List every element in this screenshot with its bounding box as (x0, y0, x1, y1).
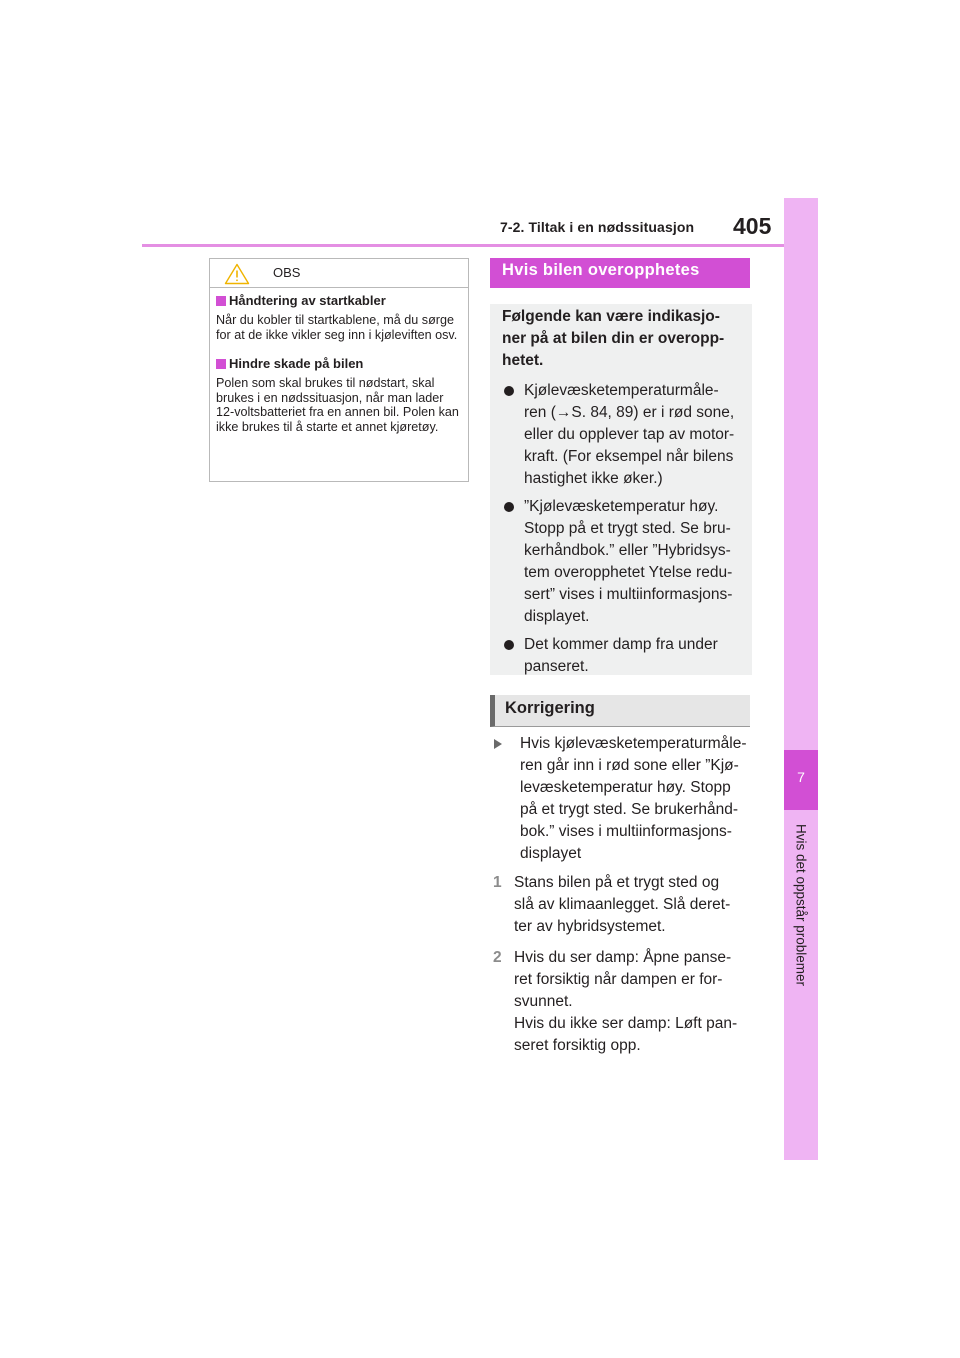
bullet-dot-icon (504, 386, 514, 396)
square-bullet-icon (216, 359, 226, 369)
header-divider (142, 244, 784, 247)
warning-triangle-icon (224, 263, 250, 285)
step-text: Hvis du ser damp: Åpne panse- ret forsiktig når dampen er for- svunnet. Hvis du ikke ser damp: Løft pan- seret forsiktig opp. (514, 949, 738, 1054)
obs-heading-prevent-damage: Hindre skade på bilen (216, 356, 462, 371)
list-item: Kjølevæsketemperaturmåle- ren (→S. 84, 89) er i rød sone, eller du opplever tap av motor- kraft. (For eksempel når bilens hastighet ikke øker.) (502, 380, 740, 490)
step-text: Stans bilen på et trygt sted og slå av klimaanlegget. Slå deret- ter av hybridsystemet. (514, 874, 731, 935)
triangle-bullet-icon (494, 739, 511, 749)
obs-caution-box (209, 258, 469, 482)
obs-body (210, 288, 468, 435)
correction-condition: Hvis kjølevæsketemperaturmåle- ren går inn i rød sone eller ”Kjø- levæsketemperatur høy. Stopp på et trygt sted. Se brukerhånd- bok.” vises i multiinformasjons- displayet (492, 733, 752, 865)
obs-text-jumper-cables: Når du kobler til startkablene, må du sørge for at de ikke vikler seg inn i kjøleviften osv. (216, 313, 458, 342)
overheat-heading: Hvis bilen overopphetes (502, 261, 700, 279)
chapter-side-tab (784, 198, 818, 1160)
correction-heading: Korrigering (505, 699, 595, 717)
step-number: 2 (493, 949, 502, 966)
step-number: 1 (493, 874, 502, 891)
obs-label: OBS (273, 265, 301, 280)
section-title: 7-2. Tiltak i en nødssituasjon (500, 219, 695, 235)
correction-content (492, 733, 752, 1057)
indications-intro: Følgende kan være indikasjo- ner på at bilen din er overopp- hetet. (502, 308, 725, 369)
overheat-heading-band (490, 258, 750, 288)
obs-text-prevent-damage: Polen som skal brukes til nødstart, skal brukes i en nødssituasjon, når man lader 12-voltsbatteriet fra en annen bil. Polen kan ikke brukes til å starte et annet kjøretøy. (216, 376, 459, 434)
list-item: ”Kjølevæsketemperatur høy. Stopp på et trygt sted. Se bru- kerhåndbok.” eller ”Hybridsys- tem overopphetet Ytelse redu- sert” vises i multiinformasjons- displayet. (502, 496, 740, 628)
list-item: Det kommer damp fra under panseret. (502, 634, 740, 678)
page-number: 405 (733, 213, 772, 239)
bullet-dot-icon (504, 640, 514, 650)
overheat-indications-box (490, 304, 752, 675)
obs-header (210, 259, 468, 288)
chapter-title: Hvis det oppstår problemer (793, 823, 809, 987)
square-bullet-icon (216, 296, 226, 306)
correction-heading-band (490, 695, 750, 727)
bullet-dot-icon (504, 502, 514, 512)
step-item (492, 947, 752, 1057)
step-item (492, 872, 752, 938)
obs-heading-jumper-cables: Håndtering av startkabler (216, 293, 462, 308)
chapter-number: 7 (797, 769, 805, 785)
